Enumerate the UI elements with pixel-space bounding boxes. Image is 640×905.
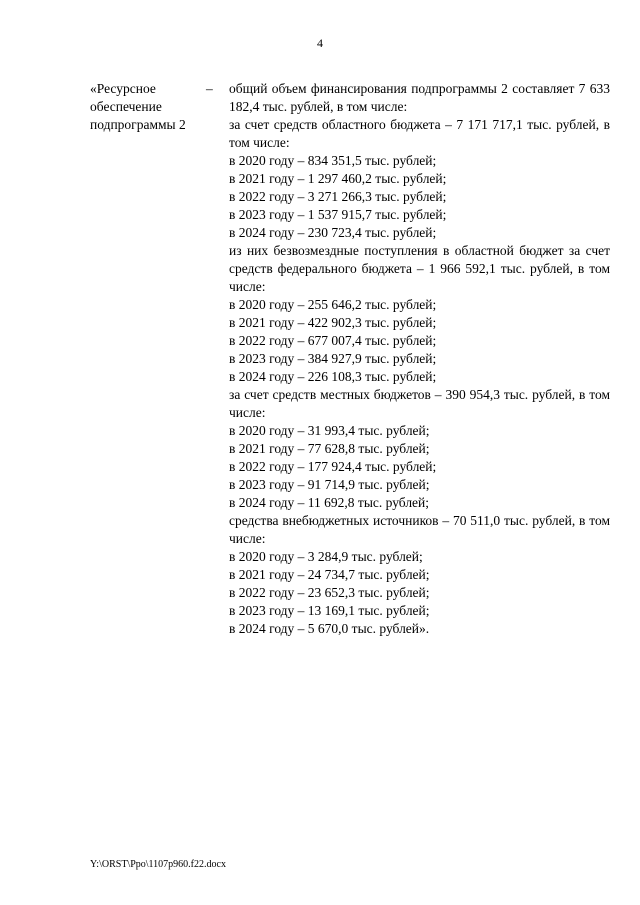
local-year-line: в 2020 году – 31 993,4 тыс. рублей;: [229, 423, 430, 438]
federal-year-line: в 2024 году – 226 108,3 тыс. рублей;: [229, 369, 437, 384]
local-budget-intro: за счет средств местных бюджетов – 390 954,3 тыс. рублей, в том числе:: [229, 387, 610, 420]
extrabudget-year-line: в 2022 году – 23 652,3 тыс. рублей;: [229, 585, 430, 600]
local-year-line: в 2021 году – 77 628,8 тыс. рублей;: [229, 441, 430, 456]
extrabudget-year-line: в 2021 году – 24 734,7 тыс. рублей;: [229, 567, 430, 582]
extrabudget-year-line: в 2023 году – 13 169,1 тыс. рублей;: [229, 603, 430, 618]
extrabudget-year-line: в 2020 году – 3 284,9 тыс. рублей;: [229, 549, 423, 564]
regional-year-line: в 2021 году – 1 297 460,2 тыс. рублей;: [229, 171, 447, 186]
section-label-line: обеспечение: [90, 99, 162, 114]
regional-budget-intro: за счет средств областного бюджета – 7 171 717,1 тыс. рублей, в том числе:: [229, 117, 610, 150]
section-label-line: «Ресурсное: [90, 81, 156, 96]
funding-description: [229, 80, 610, 638]
regional-year-line: в 2022 году – 3 271 266,3 тыс. рублей;: [229, 189, 447, 204]
label-separator: –: [206, 81, 213, 96]
total-funding-text: общий объем финансирования подпрограммы 2 составляет 7 633 182,4 тыс. рублей, в том числе:: [229, 81, 610, 114]
local-year-line: в 2023 году – 91 714,9 тыс. рублей;: [229, 477, 430, 492]
regional-year-line: в 2020 году – 834 351,5 тыс. рублей;: [229, 153, 437, 168]
local-year-line: в 2022 году – 177 924,4 тыс. рублей;: [229, 459, 437, 474]
federal-year-line: в 2021 году – 422 902,3 тыс. рублей;: [229, 315, 437, 330]
regional-year-line: в 2024 году – 230 723,4 тыс. рублей;: [229, 225, 437, 240]
extrabudget-year-line: в 2024 году – 5 670,0 тыс. рублей».: [229, 621, 430, 636]
extrabudget-intro: средства внебюджетных источников – 70 511,0 тыс. рублей, в том числе:: [229, 513, 610, 546]
federal-year-line: в 2022 году – 677 007,4 тыс. рублей;: [229, 333, 437, 348]
document-file-path: Y:\ORST\Ppo\1107p960.f22.docx: [90, 859, 226, 870]
local-year-line: в 2024 году – 11 692,8 тыс. рублей;: [229, 495, 430, 510]
section-label: [90, 80, 220, 134]
federal-budget-intro: из них безвозмездные поступления в областной бюджет за счет средств федерального бюджета – 1 966 592,1 тыс. рублей, в том числе:: [229, 243, 610, 294]
page-number: 4: [317, 36, 323, 50]
federal-year-line: в 2023 году – 384 927,9 тыс. рублей;: [229, 351, 437, 366]
section-label-line: подпрограммы 2: [90, 117, 186, 132]
regional-year-line: в 2023 году – 1 537 915,7 тыс. рублей;: [229, 207, 447, 222]
federal-year-line: в 2020 году – 255 646,2 тыс. рублей;: [229, 297, 437, 312]
